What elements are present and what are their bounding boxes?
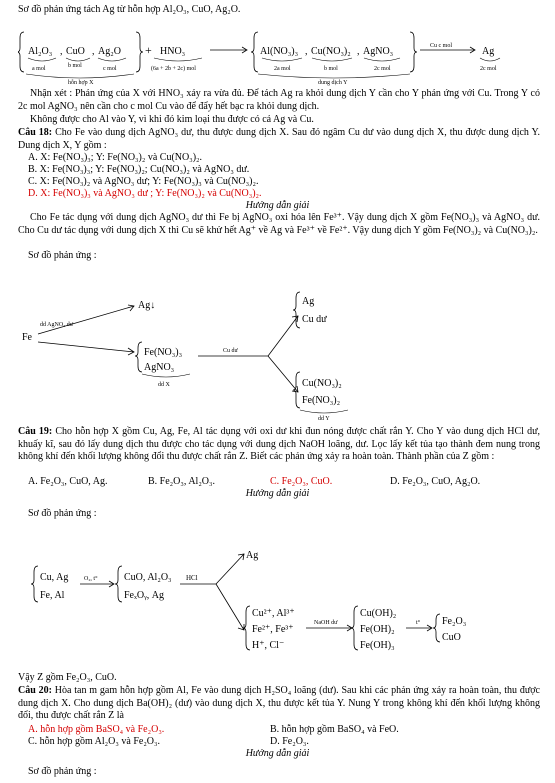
moles-c: c mol	[103, 66, 117, 72]
q20-scheme-label: Sơ đồ phản ứng :	[28, 766, 97, 777]
moles-b: b mol	[68, 63, 82, 69]
hydroxide-cu: Cu(OH)₂	[360, 608, 397, 619]
question-18	[18, 127, 540, 152]
species-agno3: AgNO₃	[363, 46, 394, 57]
svg-text:,: ,	[92, 46, 95, 57]
question-20	[18, 685, 540, 723]
final-cuo: CuO	[442, 632, 461, 643]
final-fe2o3: Fe₂O₃	[442, 616, 467, 627]
note-paragraph: Nhận xét : Phản ứng của X với HNO₃ xảy ra vừa đủ. Để tách Ag ra khỏi dung dịch Y cần cho Y phản ứng với Cu. Trong Y có 2c mol AgNO₃ nên cần cho c mol Cu vào để đẩy hết bạc ra khỏi dung dịch.	[18, 88, 540, 112]
product-moles: 2c mol	[480, 66, 497, 72]
svg-text:+: +	[145, 43, 152, 57]
question-18-label: Câu 18:	[18, 127, 53, 138]
q18-option-c: C. X: Fe(NO₃)₂ và AgNO₃ dư; Y: Fe(NO₃)₃ và Cu(NO₃)₂.	[28, 176, 259, 187]
start-fe-al: Fe, Al	[40, 590, 65, 601]
q20-option-a: A. hỗn hợp gồm BaSO₄ và Fe₂O₃.	[28, 724, 165, 735]
question-20-stem: Hòa tan m gam hỗn hợp gồm Al, Fe vào dung dịch H₂SO₄ loãng (dư). Sau khi các phản ứng xảy ra hoàn toàn, thu được dung dịch X. Cho dung dịch Ba(OH)₂ (dư) vào dung dịch X, thu được kết tủa Y. Nung Y trong không khí đến khối lượng không đổi, thu được chất rắn Z là	[18, 685, 540, 721]
q18-option-a: A. X: Fe(NO₃)₃; Y: Fe(NO₃)₂ và Cu(NO₃)₂.	[28, 152, 203, 163]
ions-h-cl: H⁺, Cl⁻	[252, 640, 285, 651]
dd-x-label: dd X	[158, 382, 170, 388]
arrow-cu-label: Cu c mol	[430, 43, 452, 49]
species-cuo: CuO	[66, 46, 85, 57]
heat-label: t°	[416, 620, 421, 626]
q19-option-c: C. Fe₂O₃, CuO.	[270, 476, 333, 487]
y-species-fe-nitrate: Fe(NO₃)₂	[302, 395, 341, 406]
question-19	[18, 426, 540, 464]
mix-x-label: hỗn hợp X	[68, 80, 94, 86]
mix-y-label: dung dịch Y	[318, 80, 348, 86]
product-ag: Ag	[482, 46, 495, 57]
oxides-fexoy-ag: FeₓOᵧ, Ag	[124, 590, 164, 601]
question-19-label: Câu 19:	[18, 426, 53, 437]
hydroxide-fe3: Fe(OH)₃	[360, 640, 395, 651]
q20-option-d: D. Fe₂O₃.	[270, 736, 309, 747]
q18-option-d: D. X: Fe(NO₃)₃ và AgNO₃ dư ; Y: Fe(NO₃)₂ và Cu(NO₃)₂.	[28, 188, 262, 199]
start-fe: Fe	[22, 332, 32, 343]
intro-text: Sơ đồ phản ứng tách Ag từ hỗn hợp Al₂O₃, CuO, Ag₂O.	[18, 4, 241, 15]
species-cu-nitrate: Cu(NO₃)₂	[311, 46, 351, 57]
o2-heat-label: O₂, t°	[84, 576, 98, 582]
cu-excess-label: Cu dư	[223, 348, 238, 354]
reagent-hno3: HNO₃	[160, 46, 186, 57]
hcl-label: HCl	[186, 574, 198, 582]
x-species-agno3: AgNO₃	[144, 362, 175, 373]
x-species-fe-nitrate: Fe(NO₃)₃	[144, 347, 183, 358]
start-cu-ag: Cu, Ag	[40, 572, 69, 583]
dd-y-label: dd Y	[318, 416, 330, 422]
solid-ag: Ag	[302, 296, 315, 307]
moles-a: a mol	[32, 66, 46, 72]
y-species-cu-nitrate: Cu(NO₃)₂	[302, 378, 342, 389]
oxides-cuo-al2o3: CuO, Al₂O₃	[124, 572, 172, 583]
q19-guide-heading: Hướng dẫn giải	[245, 488, 310, 499]
q20-guide-heading: Hướng dẫn giải	[245, 748, 310, 759]
naoh-label: NaOH dư	[314, 620, 338, 626]
q18-explanation: Cho Fe tác dụng với dung dịch AgNO₃ dư thì Fe bị AgNO₃ oxi hóa lên Fe³⁺. Vậy dung dịch X gồm Fe(NO₃)₃ và AgNO₃ dư. Cho Cu dư tác dụng với dung dịch X thì Cu sẽ khử hết Ag⁺ về Ag và Fe³⁺ về Fe²⁺. Vậy dung dịch Y gồm Fe(NO₃)₂ và Cu(NO₃)₂.	[18, 212, 540, 236]
reagent-moles: (6a + 2b + 2c) mol	[151, 66, 196, 72]
hydroxide-fe2: Fe(OH)₂	[360, 624, 395, 635]
species-al2o3: Al₂O₃	[28, 46, 53, 57]
q19-option-d: D. Fe₂O₃, CuO, Ag₂O.	[390, 476, 481, 487]
svg-text:,: ,	[60, 46, 63, 57]
ions-cu-al: Cu²⁺, Al³⁺	[252, 608, 295, 619]
moles-2a: 2a mol	[274, 66, 291, 72]
q20-option-c: C. hỗn hợp gồm Al₂O₃ và Fe₂O₃.	[28, 736, 161, 747]
ions-fe: Fe²⁺, Fe³⁺	[252, 624, 294, 635]
q18-option-b: B. X: Fe(NO₃)₃; Y: Fe(NO₃)₂; Cu(NO₃)₂ và AgNO₃ dư.	[28, 164, 250, 175]
q19-scheme-label: Sơ đồ phản ứng :	[28, 508, 97, 519]
q18-scheme-label: Sơ đồ phản ứng :	[28, 250, 97, 261]
svg-text:,: ,	[305, 46, 308, 57]
q18-guide-heading: Hướng dẫn giải	[245, 200, 310, 211]
diagram-ag-separation	[18, 18, 538, 86]
note-paragraph-2: Không được cho Al vào Y, vì khi đó kim loại thu được có cả Ag và Cu.	[30, 114, 314, 125]
reagent-agno3-label: dd AgNO₃ dư	[40, 322, 74, 328]
species-ag2o: Ag₂O	[98, 46, 121, 57]
svg-text:,: ,	[357, 46, 360, 57]
solid-cu-excess: Cu dư	[302, 314, 327, 325]
question-19-stem: Cho hỗn hợp X gồm Cu, Ag, Fe, Al tác dụng với oxi dư khi đun nóng được chất rắn Y. Cho Y vào dung dịch HCl dư, khuấy kĩ, sau đó lấy dung dịch thu được cho tác dụng với dung dịch NaOH loãng, dư. Lọc lấy kết tủa tạo thành đem nung trong không khí đến khối lượng không đổi thu được chất rắn Z. Biết các phản ứng xảy ra hoàn toàn. Thành phần của Z gồm :	[18, 426, 540, 462]
q19-option-b: B. Fe₂O₃, Al₂O₃.	[148, 476, 216, 487]
q19-option-a: A. Fe₂O₃, CuO, Ag.	[28, 476, 108, 487]
diagram-fe-agno3	[18, 262, 538, 422]
question-18-stem: Cho Fe vào dung dịch AgNO₃ dư, thu được dung dịch X. Sau đó ngâm Cu dư vào dung dịch X, thu được dung dịch Y. Dung dịch X, Y gồm :	[18, 127, 540, 151]
moles-2c: 2c mol	[374, 66, 391, 72]
precipitate-ag: Ag↓	[138, 300, 156, 311]
residue-ag: Ag	[246, 550, 259, 561]
q19-conclusion: Vậy Z gồm Fe₂O₃, CuO.	[18, 672, 117, 683]
question-20-label: Câu 20:	[18, 685, 52, 696]
q20-option-b: B. hỗn hợp gồm BaSO₄ và FeO.	[270, 724, 399, 735]
moles-b2: b mol	[324, 66, 338, 72]
species-al-nitrate: Al(NO₃)₃	[260, 46, 299, 57]
diagram-metal-oxidation	[18, 544, 538, 664]
